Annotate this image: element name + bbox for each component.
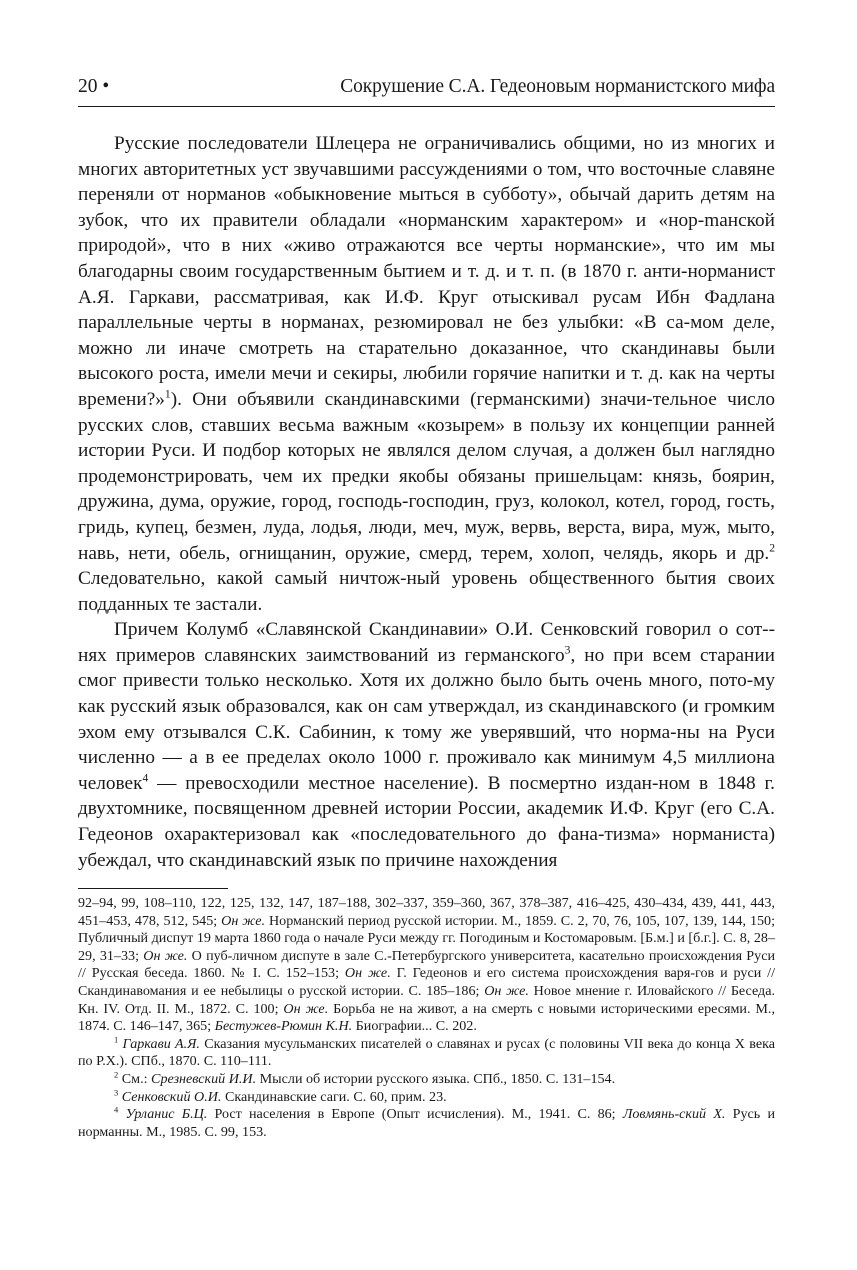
footnote-3-author: Сенковский О.И.: [121, 1088, 222, 1105]
p1-text-c: Следовательно, какой самый ничтож-ный уровень общественного бытия своих подданных те застали.: [78, 568, 775, 615]
footnote-4-author-2: Ловмянь-ский Х.: [622, 1106, 726, 1123]
fn-cont-author-3: Он же.: [344, 965, 391, 982]
footnote-1-author: Гаркави А.Я.: [122, 1035, 200, 1052]
footnotes: [78, 895, 775, 1141]
footnote-2-prefix: См.:: [118, 1070, 152, 1087]
footnote-1-text: Сказания мусульманских писателей о славянах и русах (с половины VII века до конца X века по Р.Х.). СПб., 1870. С. 110–111.: [78, 1035, 775, 1070]
footnote-continuation: [78, 895, 775, 1036]
footnote-ref-3: 3: [564, 643, 571, 657]
footnote-4-number: 4: [114, 1104, 119, 1115]
fn-cont-author-6: Бестужев-Рюмин К.Н.: [214, 1018, 353, 1035]
footnote-separator: [78, 888, 228, 889]
p2-text-c: — превосходили местное население). В посмертно издан-ном в 1848 г. двухтомнике, посвященном древней истории России, академик И.Ф. Круг (его С.А. Гедеонов охарактеризовал как «последовательного до фана-тизма» норманиста) убеждал, что скандинавский язык по причине нахождения: [78, 772, 775, 871]
fn-cont-author-2: Он же.: [143, 947, 188, 964]
footnote-2: [78, 1071, 775, 1089]
footnote-4-author: Урланис Б.Ц.: [125, 1106, 208, 1123]
fn-cont-text-6: Борьба не на живот, а на смерть с новыми историческими ересями. М., 1874. С. 146–147, 365;: [78, 1000, 775, 1035]
fn-cont-text-3: О пуб-личном диспуте в зале С.-Петербургского университета, касательно происхождения Руси // Русская беседа. 1860. № I. С. 152–153;: [78, 947, 775, 982]
paragraph-1: [78, 131, 775, 617]
footnote-4-text-2: Русь и норманны. М., 1985. С. 99, 153.: [78, 1106, 775, 1140]
fn-cont-author-1: Он же.: [221, 912, 265, 929]
p2-text-a: Причем Колумб «Славянской Скандинавии» О.И. Сенковский говорил о сот-нях примеров славянских заимствований из германского: [78, 619, 775, 666]
footnote-3-number: 3: [114, 1086, 119, 1097]
fn-cont-text-5: Новое мнение г. Иловайского // Беседа. Кн. IV. Отд. II. М., 1872. С. 100;: [78, 982, 775, 1017]
fn-cont-text-4: Г. Гедеонов и его система происхождения варя-гов и руси // Скандинавомания и ее небылицы о русской истории. С. 185–186;: [78, 965, 775, 999]
running-header: [78, 72, 775, 107]
fn-cont-text-1: 92–94, 99, 108–110, 122, 125, 132, 147, 187–188, 302–337, 359–360, 367, 378–387, 416–425, 430–434, 439, 441, 443, 451–453, 478, 512, 545;: [78, 895, 775, 929]
footnote-1-number: 1: [114, 1034, 119, 1045]
footnote-2-author: Срезневский И.И.: [151, 1070, 257, 1087]
running-title: Сокрушение С.А. Гедеоновым норманистского мифа: [340, 76, 775, 97]
footnote-ref-2: 2: [769, 541, 775, 555]
p1-text-b: ). Они объявили скандинавскими (германскими) значи-тельное число русских слов, ставших весьма важным «козырем» в пользу их концепции ранней истории Руси. И подбор которых не являлся делом случая, а должен был наглядно продемонстрировать, чем их предки якобы обязаны пришельцам: князь, боярин, дружина, дума, оружие, город, господь-господин, груз, колокол, котел, город, гость, гридь, купец, безмен, луда, лодья, люди, меч, муж, вервь, верста, вира, муж, мыто, навь, нети, обель, огнищанин, оружие, смерд, терем, холоп, челядь, якорь и др.: [78, 388, 775, 564]
footnote-1: [78, 1036, 775, 1071]
footnote-3: [78, 1086, 775, 1107]
footnote-4: [78, 1106, 775, 1141]
fn-cont-text-7: Биографии... С. 202.: [352, 1018, 477, 1035]
main-text: [78, 131, 775, 873]
fn-cont-text-2: Норманский период русской истории. М., 1859. С. 2, 70, 76, 105, 107, 139, 144, 150; Публичный диспут 19 марта 1860 года о начале Руси между гг. Погодиным и Костомаровым. [Б.м.] и [б.г.]. С. 8, 28–29, 31–33;: [78, 912, 775, 964]
paragraph-2: [78, 617, 775, 873]
p1-text-a: Русские последователи Шлецера не ограничивались общими, но из многих и многих авторитетных уст звучавшими рассуждениями о том, что восточные славяне переняли от норманов «обыкновение мыться в субботу», обычай дарить детям на зубок, что их правители обладали «норманским характером» и «нор-mанской природой», что в них «живо отражаются все черты норманские», что им мы благодарны своим государственным бытием и т. д. и т. п. (в 1870 г. анти-норманист А.Я. Гаркави, рассматривая, как И.Ф. Круг отыскивал русам Ибн Фадлана параллельные черты в норманах, резюмировал не без улыбки: «В са-мом деле, можно ли иначе смотреть на старательно доказанное, что скандинавы были высокого роста, имели мечи и секиры, любили горячие напитки и т. д. как на черты времени?»: [78, 133, 775, 410]
footnote-ref-4: 4: [142, 771, 149, 785]
footnote-2-number: 2: [114, 1069, 119, 1080]
footnote-3-text: Скандинавские саги. С. 60, прим. 23.: [221, 1088, 447, 1105]
p2-text-b: , но при всем старании смог привести только несколько. Хотя их должно было быть очень много, пото-му как русский язык образовался, как он сам утверждал, из скандинавского (и громким эхом ему отзывался С.К. Сабинин, к тому же уверявший, что норма-ны на Руси численно — а в ее пределах около 1000 г. проживало как минимум 4,5 миллиона человек: [78, 644, 775, 794]
footnote-2-text: Мысли об истории русского языка. СПб., 1850. С. 131–154.: [256, 1070, 616, 1087]
fn-cont-author-4: Он же.: [484, 982, 529, 999]
page-number: 20 •: [78, 76, 110, 97]
footnote-4-text-1: Рост населения в Европе (Опыт исчисления). М., 1941. С. 86;: [207, 1106, 623, 1123]
fn-cont-author-5: Он же.: [283, 1000, 329, 1017]
footnote-ref-1: 1: [164, 387, 171, 401]
